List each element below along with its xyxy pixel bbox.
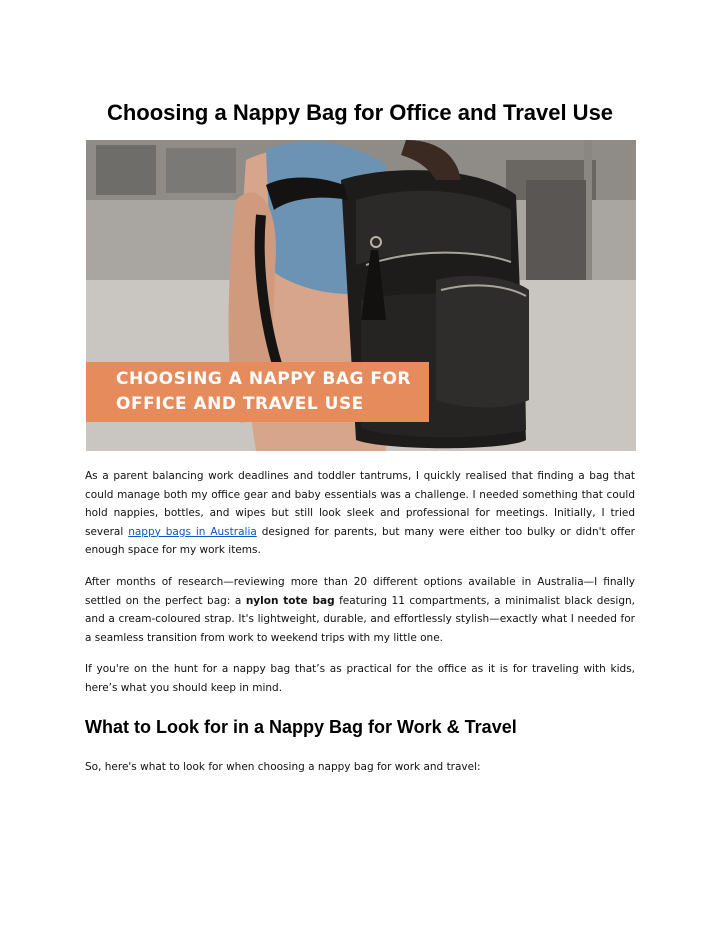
p2-text-before: After months of research—reviewing more than 20 different options available in Australia—I finally settled on the perfect bag: a [85,576,635,607]
banner-line-2: OFFICE AND TRAVEL USE [116,394,364,414]
p4-text: So, here's what to look for when choosing a nappy bag for work and travel: [85,761,481,773]
nappy-bags-link[interactable]: nappy bags in Australia [128,525,257,538]
section-heading: What to Look for in a Nappy Bag for Work & Travel [85,717,517,737]
p2-bold-text: nylon tote bag [245,594,335,607]
hero-banner [86,362,429,422]
p3-text: If you're on the hunt for a nappy bag that’s as practical for the office as it is for traveling with kids, here’s what you should keep in mind. [85,663,635,694]
page-title: Choosing a Nappy Bag for Office and Travel Use [106,100,614,125]
section-paragraph [85,758,635,777]
banner-line-1: CHOOSING A NAPPY BAG FOR [116,369,412,389]
research-paragraph [85,573,635,647]
hero-image [86,140,636,451]
intro-paragraph [85,467,635,560]
p1-text-before: As a parent balancing work deadlines and toddler tantrums, I quickly realised that finding a bag that could manage both my office gear and baby essentials was a challenge. I needed something that could hold nappies, bottles, and wipes but still look sleek and professional for meetings. Initially, I tried several [85,470,635,538]
p2-text-after: featuring 11 compartments, a minimalist black design, and a cream-coloured strap. It's lightweight, durable, and effortlessly stylish—exactly what I needed for a seamless transition from work to weekend trips with my little one. [85,594,635,644]
advice-paragraph [85,660,635,697]
p1-text-after: designed for parents, but many were either too bulky or didn't offer enough space for my work items. [85,525,635,557]
